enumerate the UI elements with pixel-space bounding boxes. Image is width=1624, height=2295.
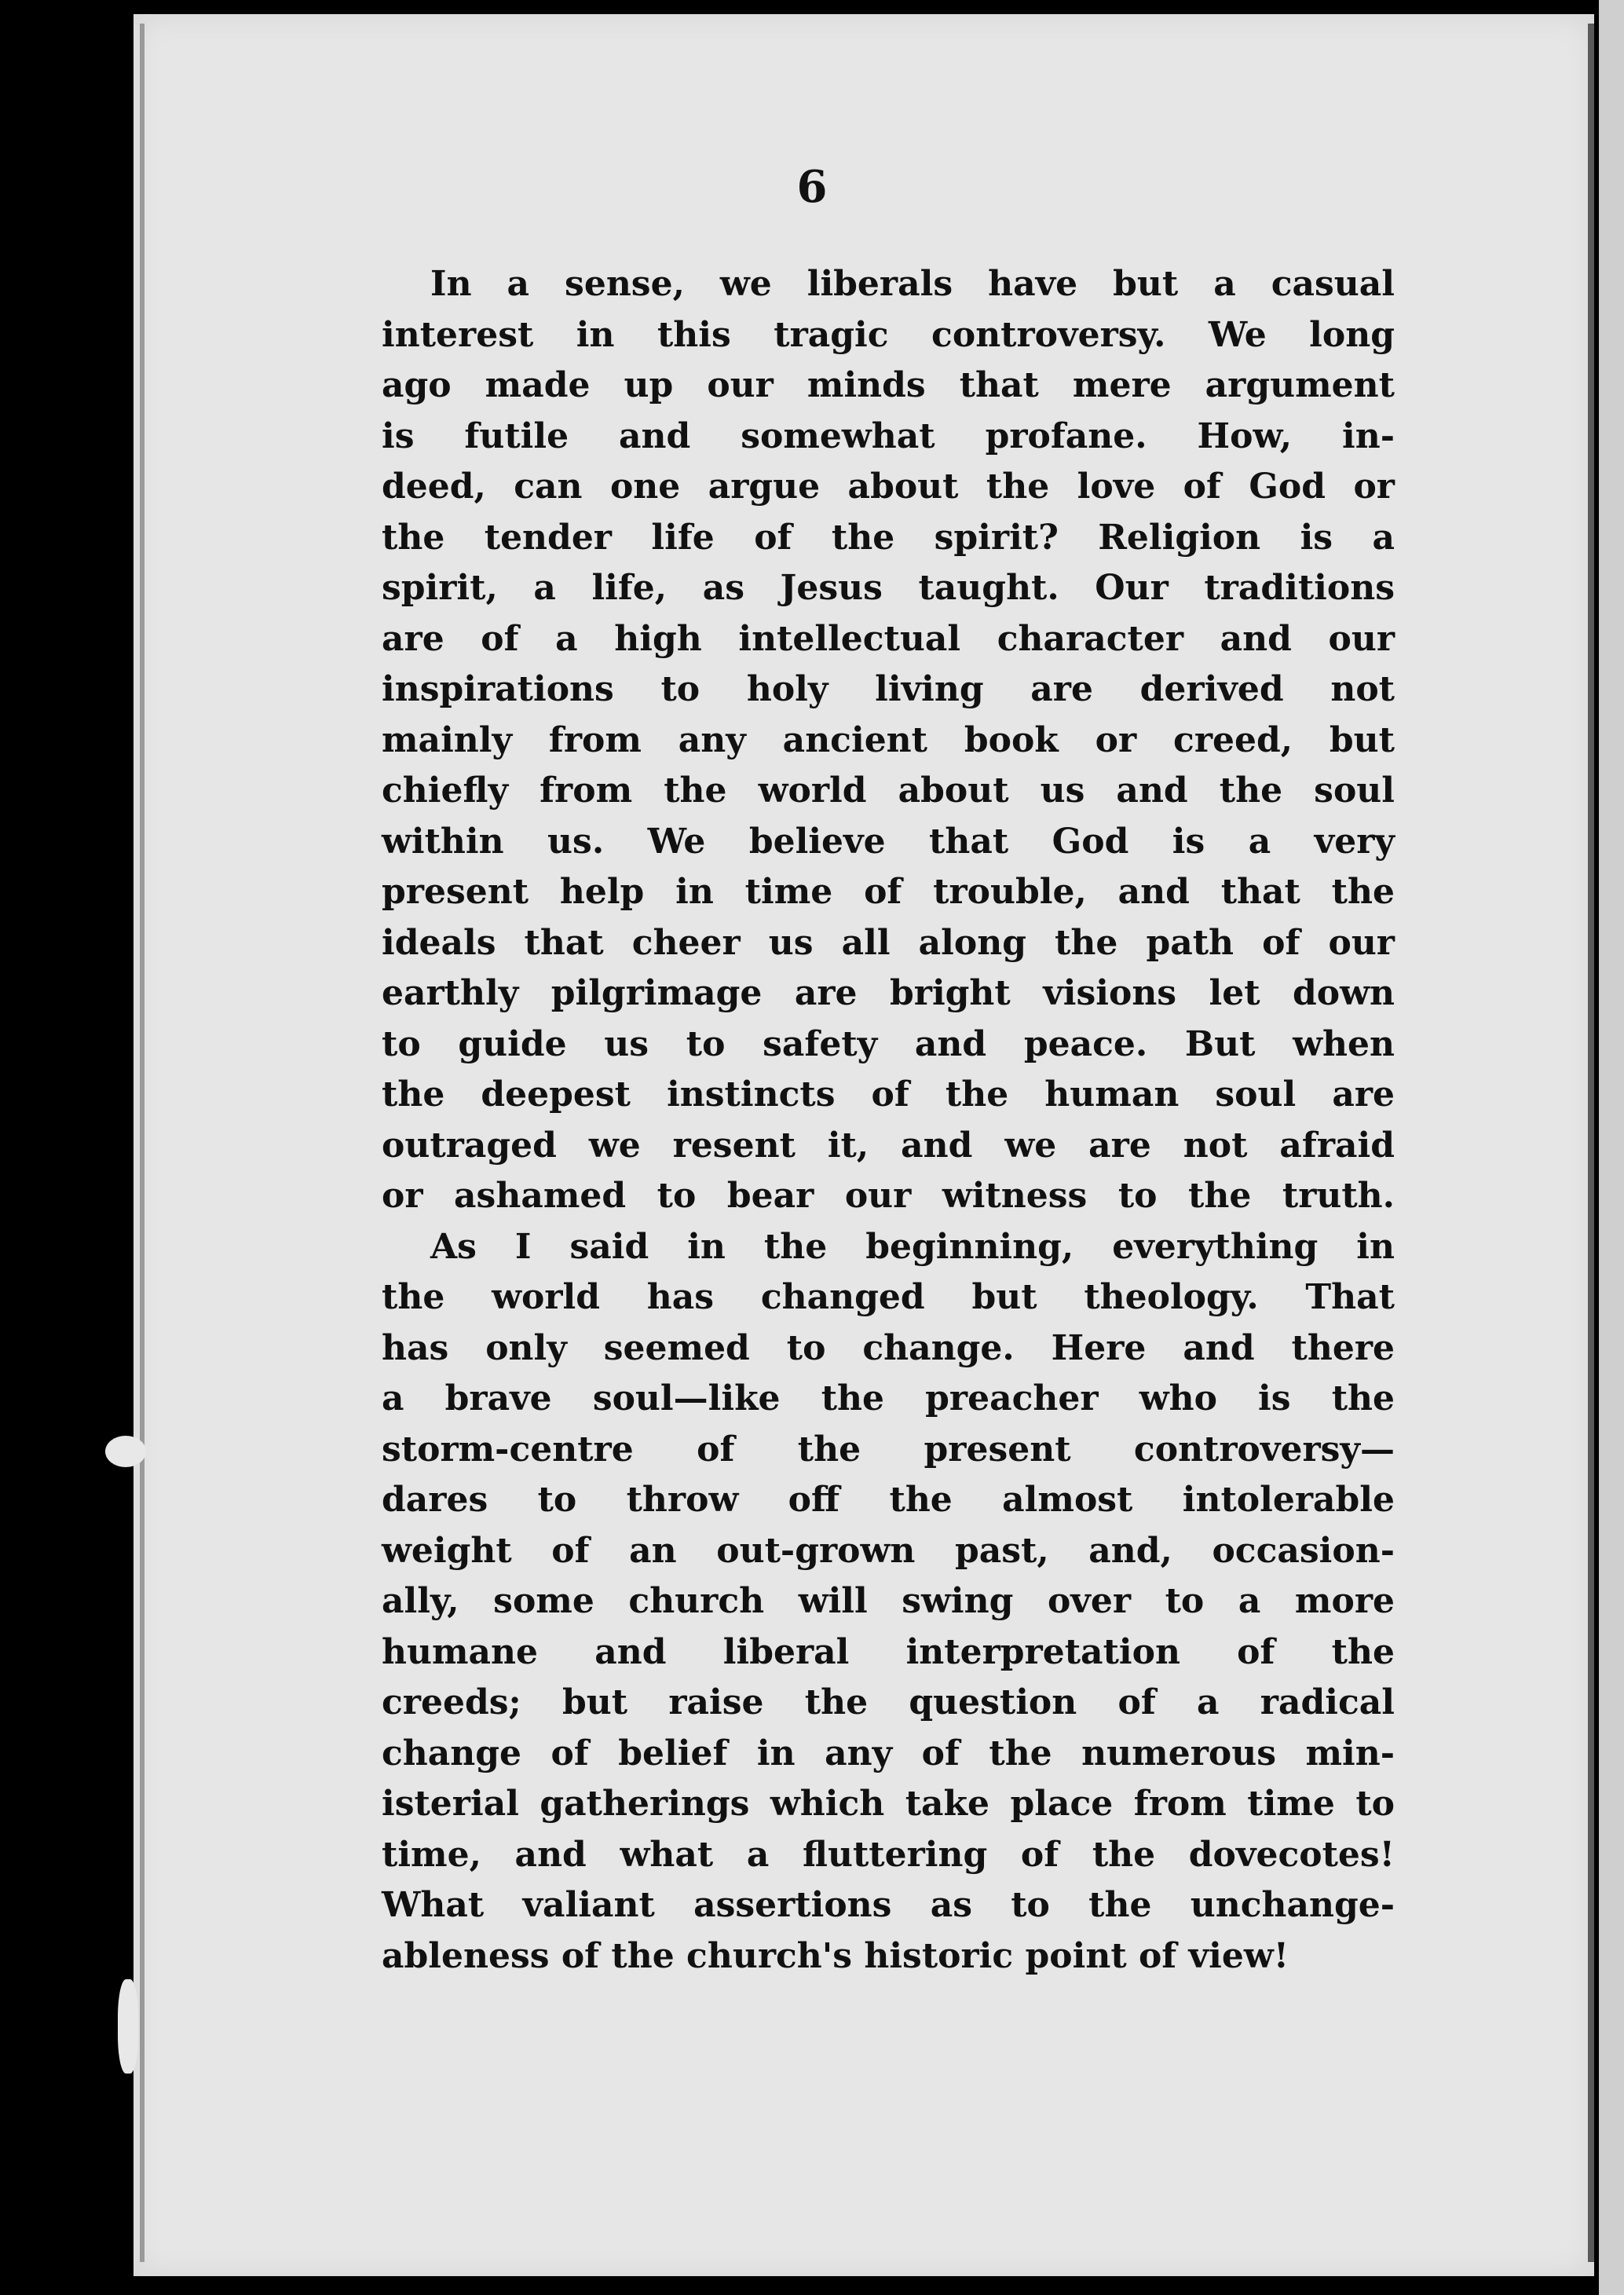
text-line: interest in this tragic controversy. We long: [382, 314, 1395, 355]
text-line: chiefly from the world about us and the soul: [382, 770, 1395, 811]
text-line: What valiant assertions as to the unchange-: [382, 1885, 1395, 1925]
paragraph-1: [382, 259, 1395, 1222]
text-line: a brave soul—like the preacher who is the: [382, 1378, 1395, 1418]
text-line: As I said in the beginning, everything in: [430, 1226, 1395, 1267]
text-line: are of a high intellectual character and our: [382, 618, 1395, 659]
text-line: inspirations to holy living are derived not: [382, 669, 1395, 709]
paragraph-2: [382, 1222, 1395, 1982]
text-line: outraged we resent it, and we are not afraid: [382, 1125, 1395, 1166]
text-line: creeds; but raise the question of a radical: [382, 1682, 1395, 1722]
text-line: mainly from any ancient book or creed, but: [382, 719, 1395, 760]
text-line: the tender life of the spirit? Religion is a: [382, 517, 1395, 558]
text-line: the world has changed but theology. That: [382, 1277, 1395, 1317]
text-line: isterial gatherings which take place from time to: [382, 1784, 1395, 1824]
text-line: weight of an out-grown past, and, occasion-: [382, 1530, 1395, 1571]
text-line: earthly pilgrimage are bright visions let down: [382, 973, 1395, 1013]
page-right-edge: [1588, 24, 1594, 2262]
body-text: [382, 259, 1395, 1982]
text-line: deed, can one argue about the love of God or: [382, 467, 1395, 507]
page-number: 6: [796, 161, 828, 213]
text-line: ago made up our minds that mere argument: [382, 365, 1395, 405]
text-line: or ashamed to bear our witness to the truth.: [382, 1176, 1395, 1216]
text-line: ableness of the church's historic point of view!: [382, 1935, 1289, 1976]
text-line: has only seemed to change. Here and there: [382, 1327, 1395, 1368]
page-left-edge: [140, 24, 144, 2262]
text-line: ideals that cheer us all along the path of our: [382, 922, 1395, 963]
text-line: to guide us to safety and peace. But when: [382, 1023, 1395, 1064]
text-line: present help in time of trouble, and that the: [382, 872, 1395, 912]
facing-page-strip: [1599, 0, 1624, 2295]
text-line: dares to throw off the almost intolerable: [382, 1480, 1395, 1520]
scan-speck: [118, 1979, 138, 2074]
text-line: is futile and somewhat profane. How, in-: [382, 415, 1395, 456]
scan-speck: [105, 1436, 146, 1467]
text-line: humane and liberal interpretation of the: [382, 1631, 1395, 1672]
text-line: storm-centre of the present controversy—: [382, 1429, 1395, 1470]
text-line: spirit, a life, as Jesus taught. Our traditions: [382, 568, 1395, 608]
text-line: ally, some church will swing over to a more: [382, 1581, 1395, 1621]
text-line: within us. We believe that God is a very: [382, 821, 1395, 862]
text-line: the deepest instincts of the human soul are: [382, 1074, 1395, 1115]
text-line: In a sense, we liberals have but a casual: [430, 264, 1395, 304]
text-line: time, and what a fluttering of the dovecotes!: [382, 1834, 1395, 1875]
text-line: change of belief in any of the numerous min-: [382, 1733, 1395, 1773]
